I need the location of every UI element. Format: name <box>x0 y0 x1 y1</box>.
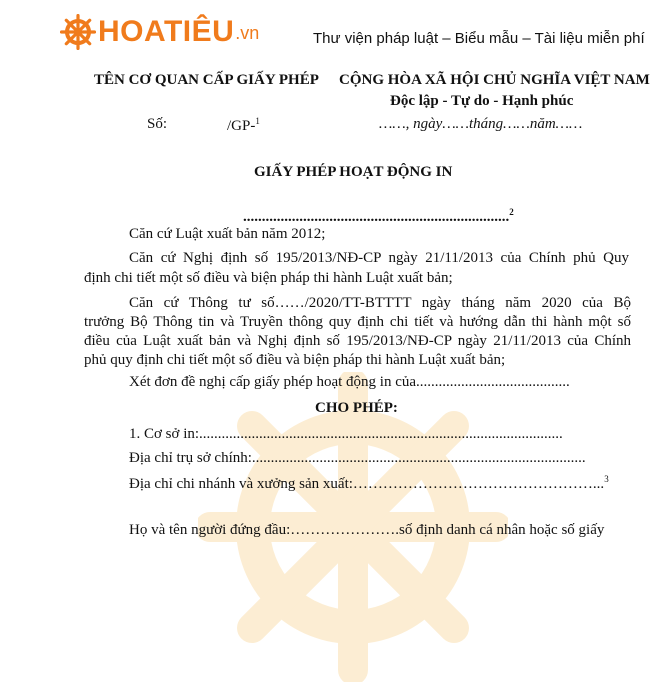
footnote-2: 2 <box>509 207 514 217</box>
site-logo[interactable] <box>60 12 259 51</box>
issuing-authority-line: .......................................................................$^2$ <box>243 207 514 225</box>
printing-facility-field: 1. Cơ sở in:................................................................................................. <box>129 426 563 442</box>
footnote-3: 3 <box>604 474 609 484</box>
ship-wheel-logo-icon <box>60 14 96 50</box>
issuing-agency: TÊN CƠ QUAN CẤP GIẤY PHÉP <box>94 72 319 88</box>
document-title: GIẤY PHÉP HOẠT ĐỘNG IN <box>254 164 453 180</box>
footnote-1: 1 <box>255 116 260 126</box>
legal-basis-circular-line4: phủ quy định chi tiết một số điều và biện pháp thi hành Luật xuất bản; <box>84 352 506 368</box>
republic-heading: CỘNG HÒA XÃ HỘI CHỦ NGHĨA VIỆT NAM <box>339 72 650 88</box>
head-person-field: Họ và tên người đứng đầu:………………….số định danh cá nhân hoặc số giấy <box>129 522 605 538</box>
legal-basis-circular-line1: Căn cứ Thông tư số……/2020/TT-BTTTT ngày tháng năm 2020 của Bộ <box>129 295 631 311</box>
legal-basis-decree-line1: Căn cứ Nghị định số 195/2013/NĐ-CP ngày 21/11/2013 của Chính phủ Quy <box>129 250 629 266</box>
legal-basis-circular-line2: trưởng Bộ Thông tin và Truyền thông quy định chi tiết và hướng dẫn thi hành một số <box>84 314 631 330</box>
legal-basis-law: Căn cứ Luật xuất bản năm 2012; <box>129 226 326 242</box>
legal-basis-circular-line3: điều của Luật xuất bản và Nghị định số 195/2013/NĐ-CP ngày 21/11/2013 của Chính <box>84 333 631 349</box>
legal-basis-decree-line2: định chi tiết một số điều và biện pháp thi hành Luật xuất bản; <box>84 270 453 286</box>
permit-number-label: Số: <box>147 116 168 132</box>
branch-address-field: Địa chỉ chi nhánh và xưởng sản xuất:…………………………………………...$^3$ <box>129 474 609 492</box>
logo-text: HOATIÊU <box>98 14 235 48</box>
site-header <box>0 0 670 62</box>
application-review: Xét đơn đề nghị cấp giấy phép hoạt động in của......................................... <box>129 374 570 390</box>
national-motto: Độc lập - Tự do - Hạnh phúc <box>390 93 574 109</box>
logo-domain: .vn <box>235 23 260 43</box>
head-office-address-field: Địa chỉ trụ sở chính:......................................................................................... <box>129 450 586 466</box>
permit-number: /GP-$^1$ <box>227 116 260 134</box>
site-tagline: Thư viện pháp luật – Biểu mẫu – Tài liệu miễn phí <box>313 30 645 47</box>
permit-heading: CHO PHÉP: <box>315 400 398 416</box>
date-line: ……, ngày……tháng……năm…… <box>379 116 583 132</box>
